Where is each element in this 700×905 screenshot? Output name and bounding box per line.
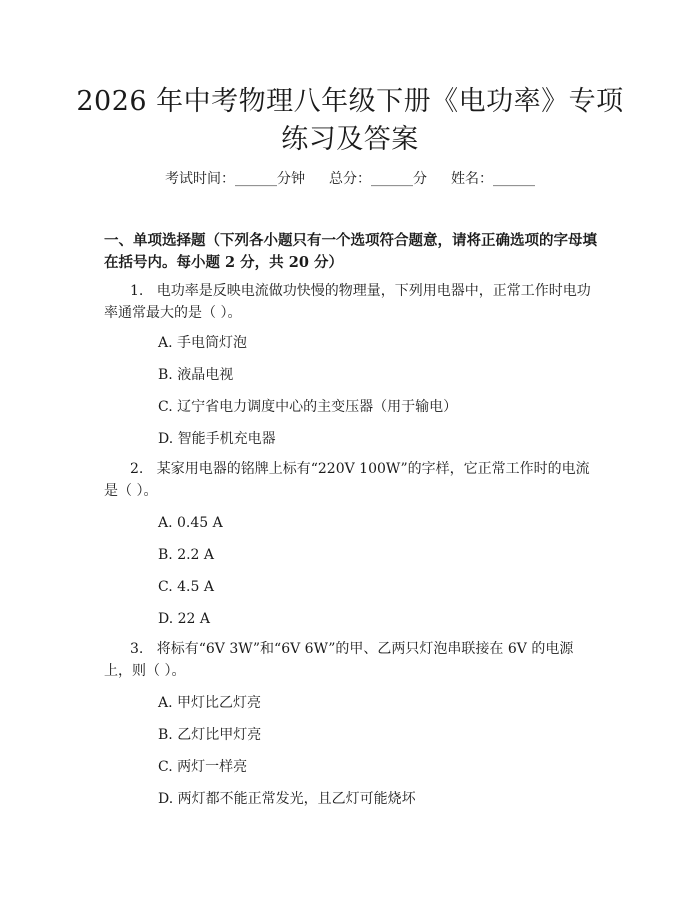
question-3-stem (104, 638, 601, 682)
question-1-option-b: B. 液晶电视 (158, 367, 234, 383)
question-1-stem (104, 280, 601, 324)
question-3-option-b: B. 乙灯比甲灯亮 (158, 727, 262, 743)
question-1-text: 电功率是反映电流做功快慢的物理量，下列用电器中，正常工作时电功率通常最大的是（ ）。 (104, 283, 591, 321)
question-1-option-d: D. 智能手机充电器 (158, 431, 276, 447)
question-3-number: 3. (130, 641, 144, 657)
question-3-option-d: D. 两灯都不能正常发光，且乙灯可能烧坏 (158, 791, 416, 807)
question-2-option-b: B. 2.2 A (158, 547, 215, 563)
question-2-text: 某家用电器的铭牌上标有“220V 100W”的字样，它正常工作时的电流是（ ）。 (104, 461, 590, 499)
question-2-option-a: A. 0.45 A (158, 515, 223, 531)
section-heading: 一、单项选择题（下列各小题只有一个选项符合题意，请将正确选项的字母填在括号内。每小题 2 分，共 20 分） (104, 232, 597, 271)
exam-time-field: 考试时间：______分钟 (165, 171, 305, 187)
question-3-option-a: A. 甲灯比乙灯亮 (158, 695, 262, 711)
question-1-number: 1. (130, 283, 144, 299)
total-score-field: 总分：______分 (329, 171, 427, 187)
question-3-option-c: C. 两灯一样亮 (158, 759, 248, 775)
exam-info-row (0, 170, 700, 188)
question-2-number: 2. (130, 461, 144, 477)
student-name-field: 姓名：______ (451, 171, 535, 187)
document-title-line-1: 2026 年中考物理八年级下册《电功率》专项 (76, 86, 624, 117)
question-2-stem (104, 458, 601, 502)
question-3-text: 将标有“6V 3W”和“6V 6W”的甲、乙两只灯泡串联接在 6V 的电源上，则（ ）。 (104, 641, 574, 679)
question-1-option-a: A. 手电筒灯泡 (158, 335, 248, 351)
question-2-option-d: D. 22 A (158, 611, 211, 627)
question-1-option-c: C. 辽宁省电力调度中心的主变压器（用于输电） (158, 399, 458, 415)
document-title-line-2: 练习及答案 (281, 124, 419, 155)
question-2-option-c: C. 4.5 A (158, 579, 214, 595)
